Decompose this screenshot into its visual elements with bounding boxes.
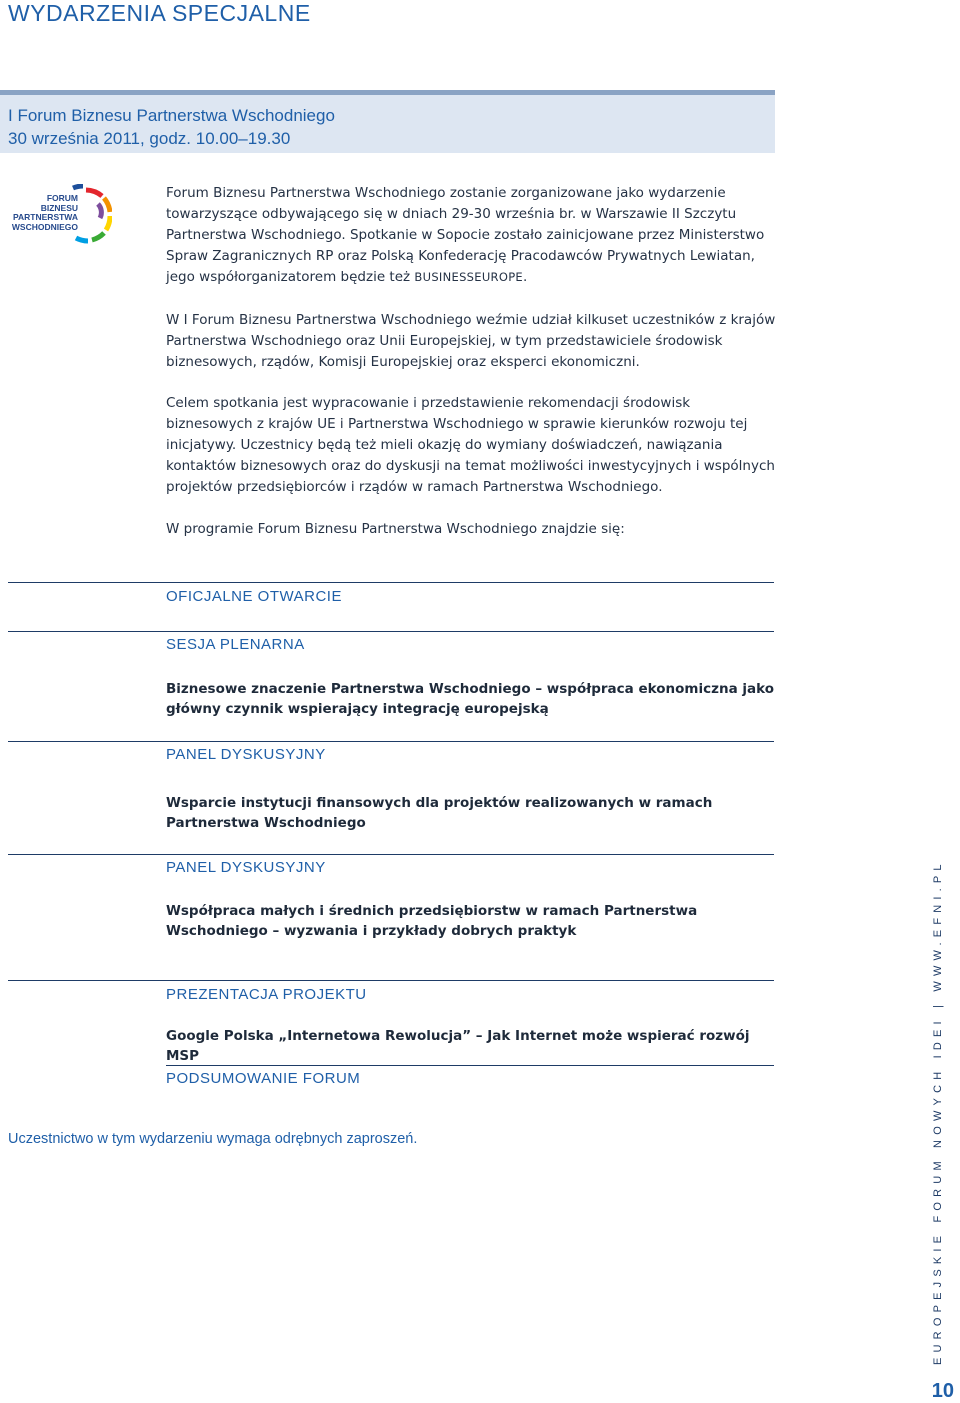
paragraph-program-intro: W programie Forum Biznesu Partnerstwa Wschodniego znajdzie się:: [166, 521, 625, 537]
org-name: BUSINESSEUROPE: [414, 270, 523, 284]
agenda-heading-panel-1: PANEL DYSKUSYJNY: [166, 746, 326, 763]
paragraph-goals: Celem spotkania jest wypracowanie i przedstawienie rekomendacji środowisk biznesowych z krajów UE i Partnerstwa Wschodniego w sprawie kierunków rozwoju tej inicjatywy. Uczestnicy będą też mieli okazję do wymiany doświadczeń, nawiązania kontaktów biznesowych oraz do dyskusji na temat możliwości inwestycyjnych i wspólnych projektów przedsiębiorców i rządów w ramach Partnerstwa Wschodniego.: [166, 395, 775, 495]
agenda-divider: [8, 980, 774, 981]
agenda-heading-opening: OFICJALNE OTWARCIE: [166, 588, 342, 605]
logo-line-2: BIZNESU: [40, 202, 78, 213]
event-name: I Forum Biznesu Partnerstwa Wschodniego: [8, 106, 335, 125]
logo-line-4: WSCHODNIEGO: [11, 221, 78, 232]
agenda-desc-panel-2: Współpraca małych i średnich przedsiębiorstw w ramach Partnerstwa Wschodniego – wyzwania i przykłady dobrych praktyk: [166, 903, 698, 939]
invitation-note: Uczestnictwo w tym wydarzeniu wymaga odrębnych zaproszeń.: [8, 1131, 418, 1147]
paragraph-intro: Forum Biznesu Partnerstwa Wschodniego zostanie zorganizowane jako wydarzenie towarzyszące odbywającego się w dniach 29-30 września br. w Warszawie II Szczytu Partnerstwa Wschodniego. Spotkanie w Sopocie zostało zainicjowane przez Ministerstwo Spraw Zagranicznych RP oraz Polską Konfederację Pracodawców Prywatnych Lewiatan, jego współorganizatorem będzie też BUSINESSEUROPE.: [166, 185, 765, 285]
paragraph-participants: W I Forum Biznesu Partnerstwa Wschodniego weźmie udział kilkuset uczestników z krajów Partnerstwa Wschodniego oraz Unii Europejskiej, w tym przedstawiciele środowisk biznesowych, rządów, Komisji Europejskiej oraz eksperci ekonomiczni.: [166, 312, 776, 370]
section-title: WYDARZENIA SPECJALNE: [8, 0, 311, 26]
agenda-desc-plenary: Biznesowe znaczenie Partnerstwa Wschodniego – współpraca ekonomiczna jako główny czynnik wspierający integrację europejską: [166, 681, 775, 717]
logo-line-1: FORUM: [46, 193, 78, 203]
agenda-desc-presentation: Google Polska „Internetowa Rewolucja” – Jak Internet może wspierać rozwój MSP: [166, 1028, 750, 1064]
agenda-desc-panel-1: Wsparcie instytucji finansowych dla projektów realizowanych w ramach Partnerstwa Wschodniego: [166, 795, 713, 831]
agenda-divider: [8, 854, 774, 855]
forum-logo: [10, 184, 112, 246]
agenda-divider: [8, 631, 774, 632]
logo-line-3: PARTNERSTWA: [12, 212, 78, 222]
agenda-divider: [8, 741, 774, 742]
agenda-heading-presentation: PREZENTACJA PROJEKTU: [166, 986, 367, 1003]
event-info-box: [0, 90, 775, 153]
agenda-heading-summary: PODSUMOWANIE FORUM: [166, 1070, 361, 1087]
agenda-heading-panel-2: PANEL DYSKUSYJNY: [166, 859, 326, 876]
event-date: 30 września 2011, godz. 10.00–19.30: [8, 129, 291, 148]
page-number: 10: [931, 1380, 954, 1402]
side-footer-text: EUROPEJSKIE FORUM NOWYCH IDEI | WWW.EFNI.PL: [932, 859, 944, 1365]
agenda-divider: [8, 582, 774, 583]
agenda-heading-plenary: SESJA PLENARNA: [166, 636, 305, 653]
